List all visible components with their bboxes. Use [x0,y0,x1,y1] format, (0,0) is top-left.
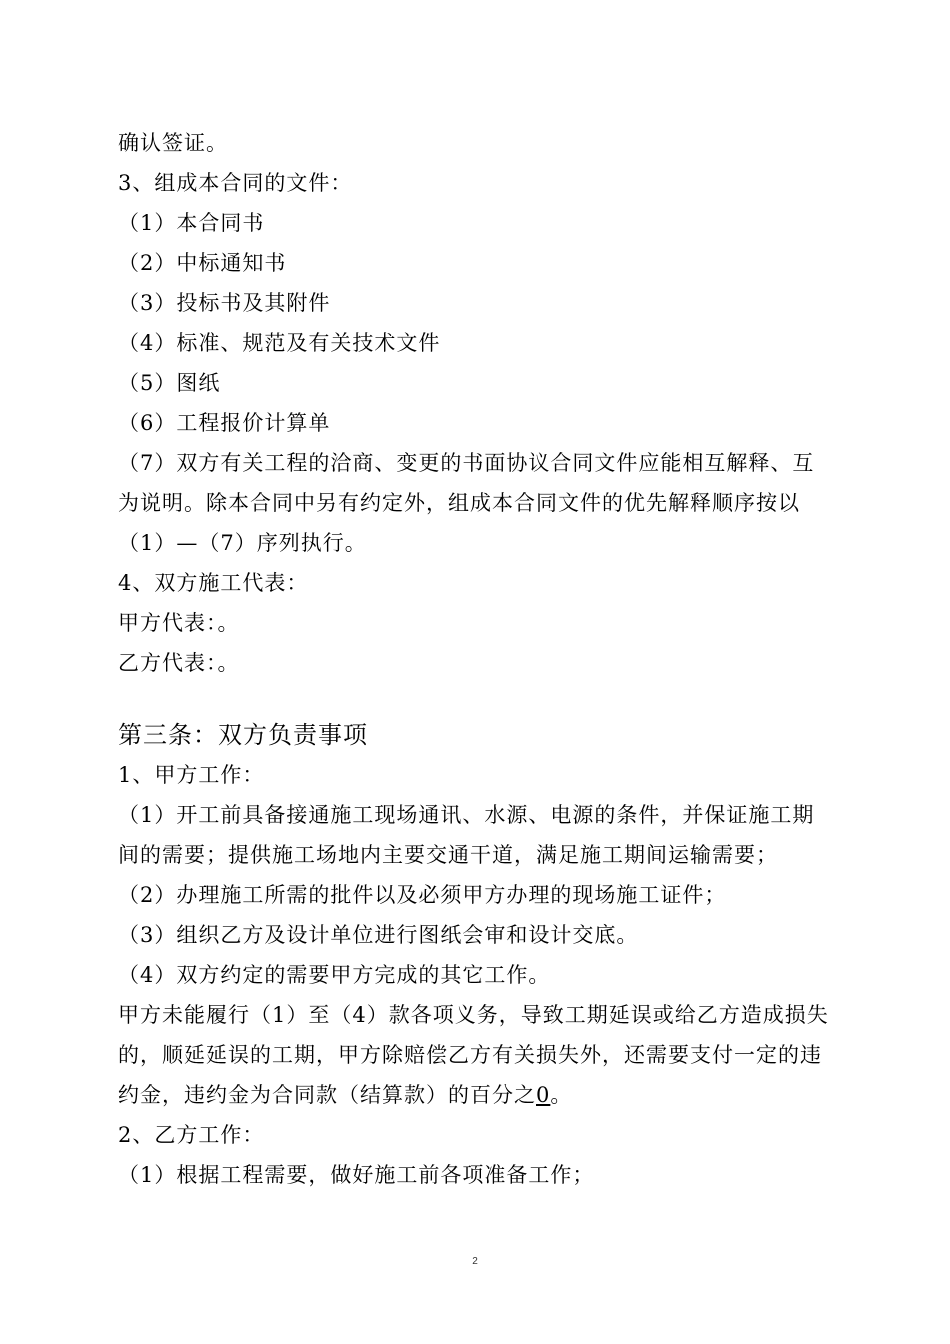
text-line: 确认签证。 [118,131,228,155]
text-line: （1）根据工程需要，做好施工前各项准备工作； [118,1163,595,1187]
text-line: （3）投标书及其附件 [118,291,331,315]
text-line: 甲方代表：。 [118,611,240,635]
text-line: （3）组织乙方及设计单位进行图纸会审和设计交底。 [118,923,639,947]
section-title: 第三条：双方负责事项 [118,721,368,749]
text-line: 甲方未能履行（1）至（4）款各项义务，导致工期延误或给乙方造成损失 [118,1003,829,1027]
penalty-line [118,1081,572,1109]
text-line: （4）标准、规范及有关技术文件 [118,331,441,355]
text-line: （2）中标通知书 [118,251,287,275]
text-line: （2）办理施工所需的批件以及必须甲方办理的现场施工证件； [118,883,727,907]
text-line: （5）图纸 [118,371,221,395]
text-line: 间的需要；提供施工场地内主要交通干道，满足施工期间运输需要； [118,843,778,867]
text-line: （7）双方有关工程的洽商、变更的书面协议合同文件应能相互解释、互 [118,451,815,475]
text-line: 乙方代表：。 [118,651,240,675]
text-line: （1）本合同书 [118,211,265,235]
text-line: 1、甲方工作： [118,763,265,787]
text-line: 2、乙方工作： [118,1123,265,1147]
penalty-suffix: 。 [550,1083,573,1107]
text-line: （1）—（7）序列执行。 [118,531,367,555]
text-line: （4）双方约定的需要甲方完成的其它工作。 [118,963,551,987]
text-line: 为说明。除本合同中另有约定外，组成本合同文件的优先解释顺序按以 [118,491,800,515]
penalty-value: 0 [536,1083,551,1107]
penalty-prefix: 约金，违约金为合同款（结算款）的百分之 [118,1083,536,1107]
text-line: 3、组成本合同的文件： [118,171,353,195]
text-line: 的，顺延延误的工期，甲方除赔偿乙方有关损失外，还需要支付一定的违 [118,1043,822,1067]
text-line: 4、双方施工代表： [118,571,309,595]
text-line: （6）工程报价计算单 [118,411,331,435]
page-number: 2 [472,1256,478,1267]
text-line: （1）开工前具备接通施工现场通讯、水源、电源的条件，并保证施工期 [118,803,815,827]
